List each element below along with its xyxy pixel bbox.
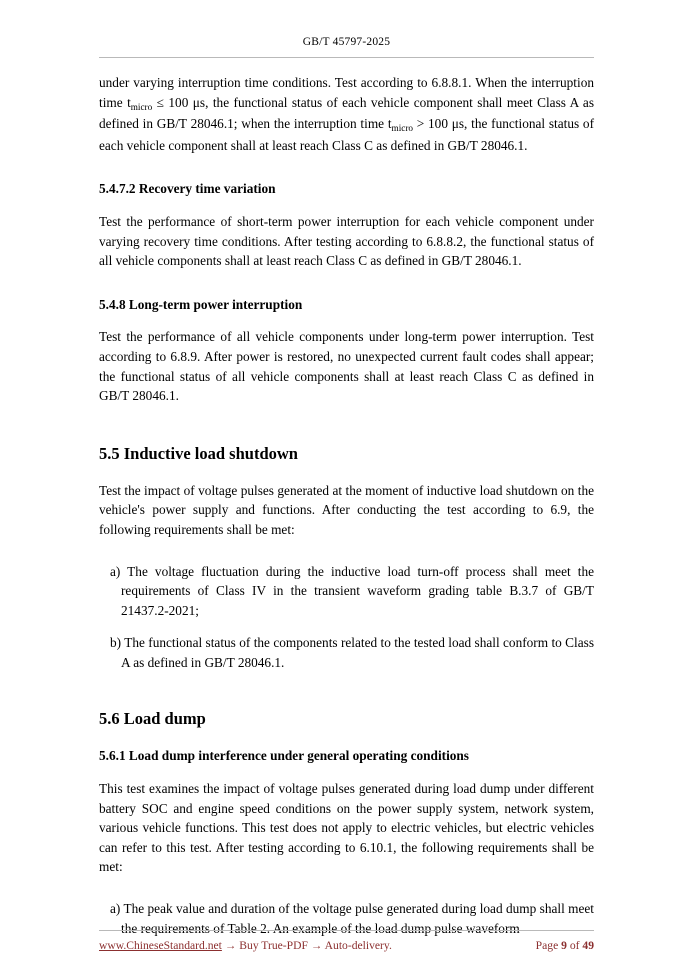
page-body xyxy=(99,58,594,938)
footer-row xyxy=(99,939,594,952)
spacer xyxy=(99,685,594,698)
list-item: a) The peak value and duration of the voltage pulse generated during load dump shall meet the requirements of Table 2. An example of the load dump pulse waveform xyxy=(110,901,594,936)
paragraph-load-dump: This test examines the impact of voltage pulses generated during load dump under different battery SOC and engine speed conditions on the power supply system, network system, various vehicle functions. This test does not apply to electric vehicles, but electric vehicles can refer to this test. After testing according to 6.10.1, the following requirements shall be met: xyxy=(99,781,594,875)
footer-left xyxy=(99,939,392,952)
paragraph-interruption-time xyxy=(99,73,594,155)
paragraph-recovery-time: Test the performance of short-term power interruption for each vehicle component under varying recovery time conditions. After testing according to 6.8.8.2, the functional status of all vehicle components shall at least reach Class C as defined in GB/T 28046.1. xyxy=(99,213,594,269)
spacer xyxy=(99,420,594,433)
paragraph-text-part-3: > 100 μs, the functional status of each vehicle component shall at least reach Class C as defined in GB/T 28046.1. xyxy=(99,116,595,153)
subscript-micro-1: micro xyxy=(130,101,153,112)
page-header xyxy=(99,0,594,48)
list-item: a) The voltage fluctuation during the inductive load turn-off process shall meet the requirements of Class IV in the transient waveform grading table B.3.7 of GB/T 21437.2-2021; xyxy=(110,563,594,618)
total-pages: 49 xyxy=(582,939,594,952)
website-link[interactable]: www.ChineseStandard.net xyxy=(99,939,222,952)
spacer xyxy=(99,285,594,293)
heading-5-5: 5.5 Inductive load shutdown xyxy=(99,443,298,463)
footer-tagline: → Buy True-PDF → Auto-delivery. xyxy=(224,939,392,952)
heading-5-4-8: 5.4.8 Long-term power interruption xyxy=(99,296,303,312)
header-standard-number: GB/T 45797-2025 xyxy=(302,36,391,48)
spacer xyxy=(99,554,594,562)
heading-5-6-1: 5.6.1 Load dump interference under general operating conditions xyxy=(99,748,469,764)
paragraph-inductive-load: Test the impact of voltage pulses generated at the moment of inductive load shutdown on the vehicle's power supply and functions. After conducting the test according to 6.9, the following requirements shall be met: xyxy=(99,482,594,537)
page-label: Page xyxy=(535,939,559,952)
footer-pagination xyxy=(536,939,594,952)
paragraph-text-part-1: under varying interruption time conditions. Test according to 6.8.8.1. When the interruption time t xyxy=(99,75,594,110)
paragraph-long-term-interruption: Test the performance of all vehicle components under long-term power interruption. Test according to 6.8.9. After power is restored, no unexpected current fault codes shall appear; the functional status of all vehicle components shall at least reach Class C as defined in GB/T 28046.1. xyxy=(99,329,594,404)
of-label: of xyxy=(569,939,580,952)
list-item: b) The functional status of the components related to the tested load shall conform to Class A as defined in GB/T 28046.1. xyxy=(110,635,594,670)
spacer xyxy=(99,169,594,177)
page-footer xyxy=(99,930,594,980)
heading-5-4-7-2: 5.4.7.2 Recovery time variation xyxy=(99,181,276,197)
spacer xyxy=(99,891,594,899)
subscript-micro-2: micro xyxy=(391,123,413,134)
heading-5-6: 5.6 Load dump xyxy=(99,709,206,729)
footer-divider xyxy=(99,930,594,931)
page-number: 9 xyxy=(561,939,567,952)
paragraph-text-part-2: ≤ 100 μs, the functional status of each vehicle component shall meet Class A as defined in GB/T 28046.1; when the interruption time t xyxy=(99,94,595,132)
